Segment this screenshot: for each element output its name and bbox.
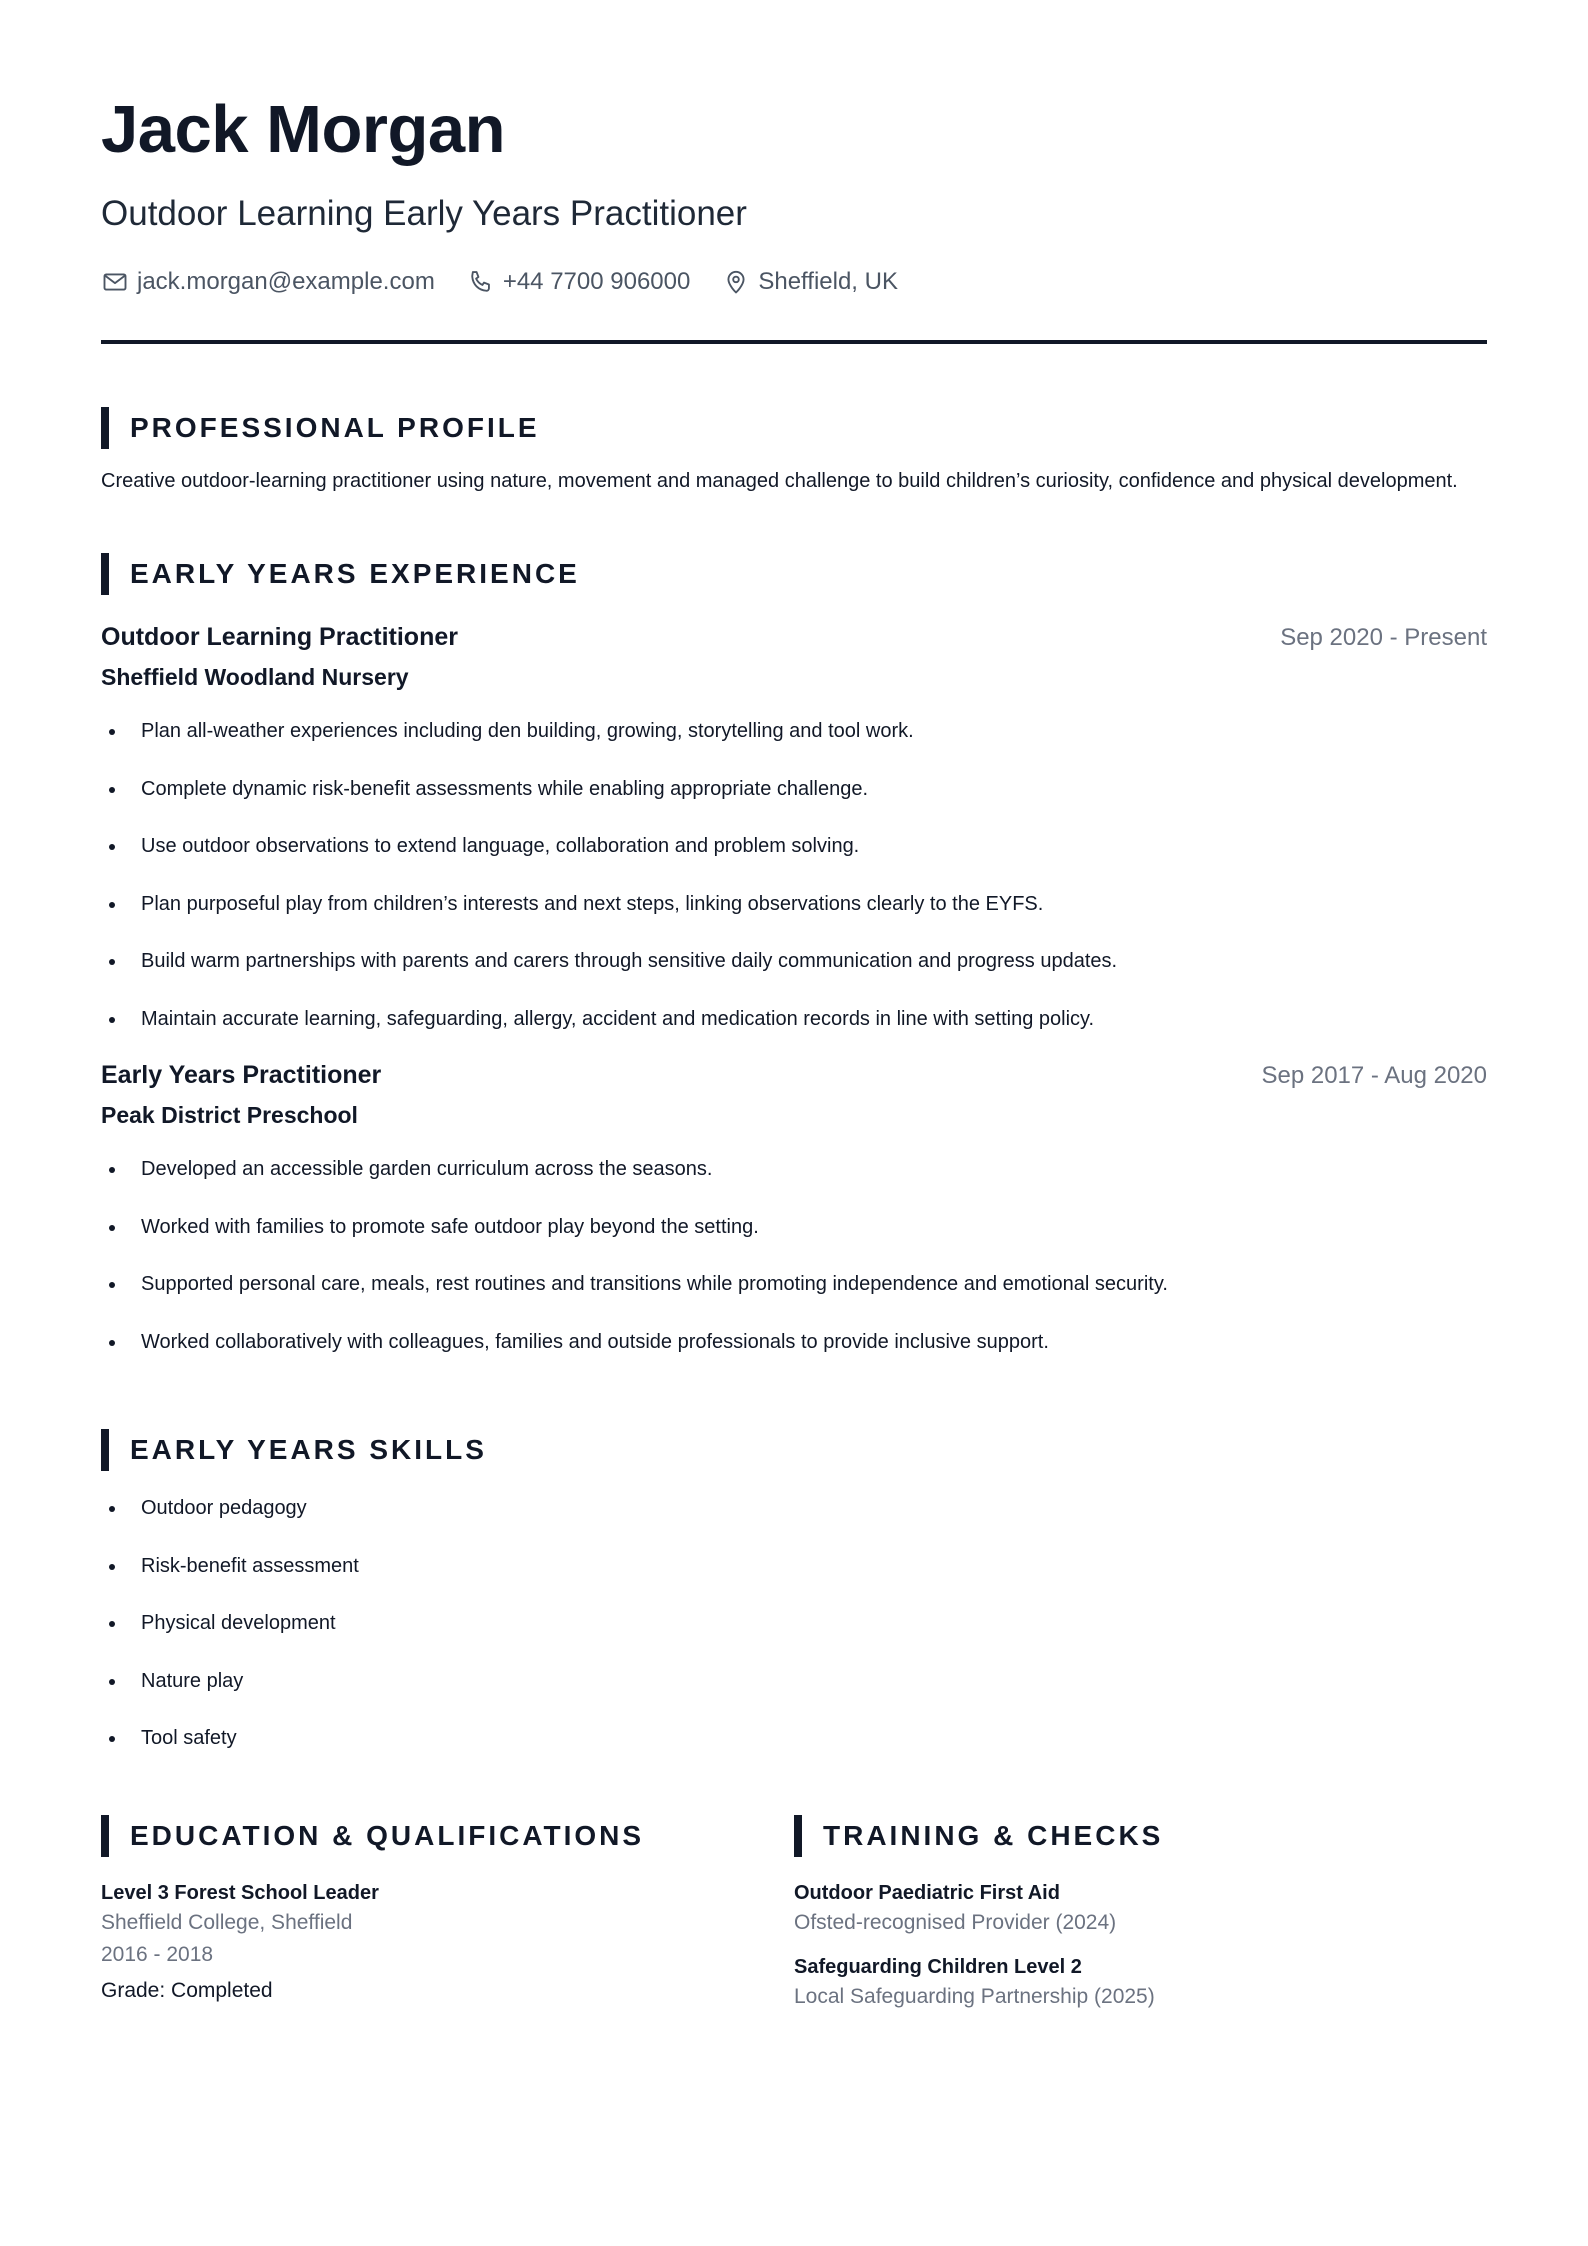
list-item: Worked with families to promote safe outdoor play beyond the setting. [101,1212,1487,1270]
skills-section-heading [101,1429,1487,1471]
list-item: Plan purposeful play from children’s interests and next steps, linking observations clearly to the EYFS. [101,889,1487,947]
job-title: Early Years Practitioner [101,1061,382,1089]
qualification-years: 2016 - 2018 [101,1942,214,1966]
training-provider: Local Safeguarding Partnership (2025) [794,1984,1155,2008]
training-item [794,1879,1487,1939]
job-dates: Sep 2020 - Present [1280,624,1487,651]
job-entry [101,1061,1487,1384]
skills-list [101,1493,1487,1781]
contact-location [722,268,898,296]
header-divider [101,340,1487,344]
contact-email-text: jack.morgan@example.com [137,268,435,295]
profile-heading: PROFESSIONAL PROFILE [130,412,540,443]
training-title: Outdoor Paediatric First Aid [794,1881,1060,1904]
job-header [101,1061,1487,1090]
training-item [794,1953,1487,2013]
list-item: Nature play [101,1666,1487,1724]
list-item: Risk-benefit assessment [101,1551,1487,1609]
contact-phone[interactable] [467,268,691,296]
job-company: Peak District Preschool [101,1102,358,1128]
candidate-name: Jack Morgan [101,92,506,167]
experience-heading: EARLY YEARS EXPERIENCE [130,558,580,589]
list-item: Build warm partnerships with parents and carers through sensitive daily communication and progress updates. [101,946,1487,1004]
list-item: Developed an accessible garden curriculum across the seasons. [101,1154,1487,1212]
job-header [101,623,1487,652]
list-item: Complete dynamic risk-benefit assessments while enabling appropriate challenge. [101,774,1487,832]
section-accent-bar [794,1815,802,1857]
section-accent-bar [101,1429,109,1471]
job-dates: Sep 2017 - Aug 2020 [1261,1062,1487,1089]
contact-email[interactable] [101,268,435,296]
education-column [101,1815,794,2013]
skills-heading: EARLY YEARS SKILLS [130,1434,487,1465]
experience-section-heading [101,553,1487,595]
job-company: Sheffield Woodland Nursery [101,664,409,690]
qualification-grade: Grade: Completed [101,1978,273,2002]
contact-location-text: Sheffield, UK [758,268,898,295]
training-heading: TRAINING & CHECKS [823,1819,1164,1851]
list-item: Supported personal care, meals, rest routines and transitions while promoting independence and emotional security. [101,1269,1487,1327]
section-accent-bar [101,553,109,595]
qualification-institution: Sheffield College, Sheffield [101,1910,353,1934]
job-bullets [101,716,1487,1061]
training-section-heading [794,1815,1487,1857]
list-item: Outdoor pedagogy [101,1493,1487,1551]
list-item: Tool safety [101,1723,1487,1781]
job-title: Outdoor Learning Practitioner [101,623,458,651]
section-accent-bar [101,407,109,449]
profile-section-heading [101,407,1487,449]
job-entry [101,623,1487,1061]
list-item: Use outdoor observations to extend language, collaboration and problem solving. [101,831,1487,889]
list-item: Physical development [101,1608,1487,1666]
profile-text: Creative outdoor-learning practitioner using nature, movement and managed challenge to build children’s curiosity, confidence and physical development. [101,470,1458,492]
education-training-row [101,1815,1487,2013]
list-item: Plan all-weather experiences including den building, growing, storytelling and tool work. [101,716,1487,774]
qualification-title: Level 3 Forest School Leader [101,1881,379,1904]
education-section-heading [101,1815,794,1857]
job-bullets [101,1154,1487,1384]
education-heading: EDUCATION & QUALIFICATIONS [130,1819,645,1851]
list-item: Maintain accurate learning, safeguarding, allergy, accident and medication records in line with setting policy. [101,1004,1487,1062]
contact-phone-text: +44 7700 906000 [502,268,691,295]
candidate-title: Outdoor Learning Early Years Practitioner [101,194,747,233]
training-provider: Ofsted-recognised Provider (2024) [794,1910,1117,1934]
contact-row [101,262,1487,302]
training-title: Safeguarding Children Level 2 [794,1955,1082,1978]
phone-icon [467,268,495,296]
location-pin-icon [722,268,750,296]
mail-icon [101,268,129,296]
section-accent-bar [101,1815,109,1857]
education-item [101,1879,794,2007]
training-column [794,1815,1487,2013]
list-item: Worked collaboratively with colleagues, families and outside professionals to provide inclusive support. [101,1327,1487,1385]
